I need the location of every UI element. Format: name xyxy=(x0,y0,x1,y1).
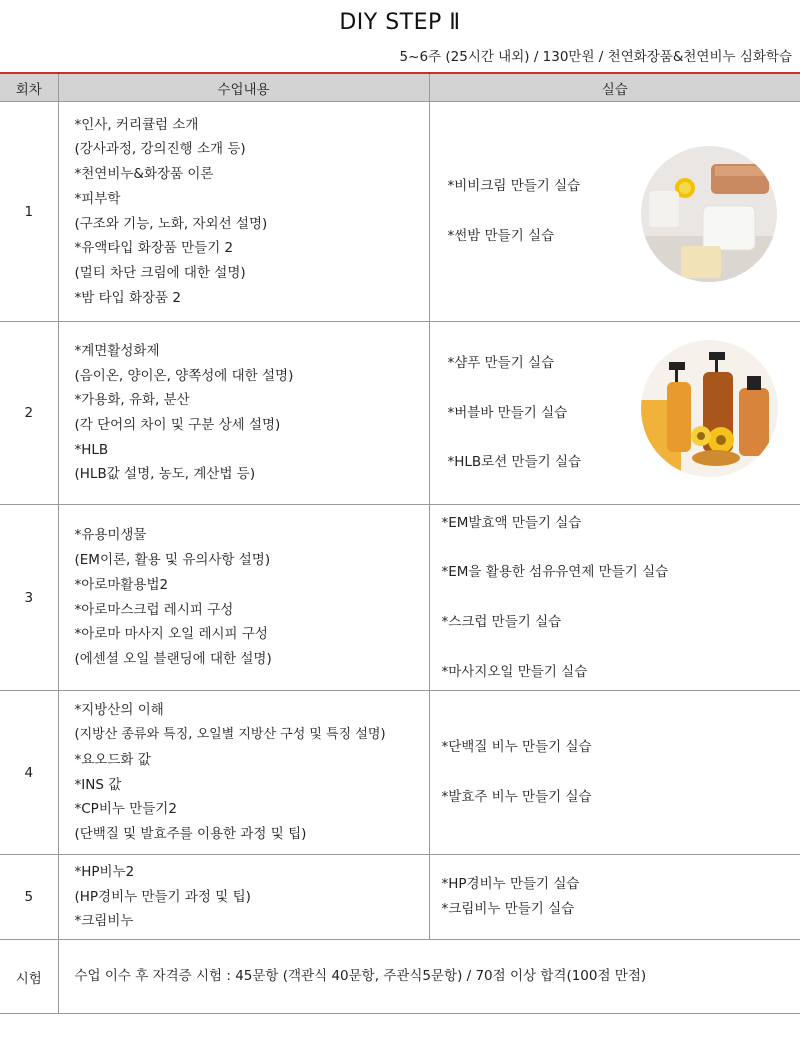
content-line: (에센셜 오일 블랜딩에 대한 설명) xyxy=(74,650,272,667)
exam-row xyxy=(0,940,800,1014)
practice-item: *스크럽 만들기 실습 xyxy=(441,614,562,630)
practice-cell xyxy=(429,322,800,505)
practice-item: *버블바 만들기 실습 xyxy=(447,404,568,421)
exam-label: 시험 xyxy=(0,940,58,1014)
practice-cell xyxy=(429,102,800,322)
content-line: (멀티 차단 크림에 대한 설명) xyxy=(74,264,246,281)
page-title: DIY STEP Ⅱ xyxy=(339,10,461,35)
practice-item: *EM발효액 만들기 실습 xyxy=(441,514,582,531)
table-row xyxy=(0,505,800,691)
practice-item: *마사지오일 만들기 실습 xyxy=(441,663,588,680)
session-number: 2 xyxy=(0,322,58,505)
practice-cell xyxy=(429,691,800,855)
content-line: *CP비누 만들기2 xyxy=(74,801,177,818)
exam-description: 수업 이수 후 자격증 시험 : 45문항 (객관식 40문항, 주관식5문항) / 70점 이상 합격(100점 만점) xyxy=(58,940,800,1014)
practice-item: *비비크림 만들기 실습 xyxy=(447,178,581,195)
lesson-content xyxy=(58,322,429,505)
lesson-content xyxy=(58,855,429,940)
content-line: (지방산 종류와 특징, 오일별 지방산 구성 및 특징 설명) xyxy=(74,727,386,743)
practice-cell xyxy=(429,855,800,940)
content-line: (HP경비누 만들기 과정 및 팁) xyxy=(74,888,251,905)
practice-item: *썬밤 만들기 실습 xyxy=(447,228,555,244)
practice-item: *HLB로션 만들기 실습 xyxy=(447,454,582,471)
bottles-photo xyxy=(641,340,778,477)
content-line: (구조와 기능, 노화, 자외선 설명) xyxy=(74,215,268,232)
session-number: 3 xyxy=(0,505,58,691)
content-line: (음이온, 양이온, 양쪽성에 대한 설명) xyxy=(74,367,294,384)
table-row xyxy=(0,102,800,322)
content-line: *유용미생물 xyxy=(74,527,147,544)
content-line: *가용화, 유화, 분산 xyxy=(74,392,190,409)
header-session: 회차 xyxy=(0,74,58,102)
table-row xyxy=(0,322,800,505)
course-summary: 5~6주 (25시간 내외) / 130만원 / 천연화장품&천연비누 심화학습 xyxy=(399,49,792,65)
practice-item: *EM을 활용한 섬유유연제 만들기 실습 xyxy=(441,564,669,581)
session-number: 1 xyxy=(0,102,58,322)
practice-item: *HP경비누 만들기 실습 xyxy=(441,876,580,893)
content-line: *아로마활용법2 xyxy=(74,576,169,593)
content-line: *요오드화 값 xyxy=(74,751,151,768)
content-line: *HLB xyxy=(74,441,109,458)
lesson-content xyxy=(58,505,429,691)
content-line: *인사, 커리큘럼 소개 xyxy=(74,116,199,133)
lesson-content xyxy=(58,102,429,322)
session-number: 5 xyxy=(0,855,58,940)
header-practice: 실습 xyxy=(429,74,800,102)
practice-item: *발효주 비누 만들기 실습 xyxy=(441,789,592,805)
content-line: *아로마스크럽 레시피 구성 xyxy=(74,601,234,618)
table-header-row xyxy=(0,74,800,102)
practice-item: *크림비누 만들기 실습 xyxy=(441,901,575,917)
content-line: *지방산의 이해 xyxy=(74,702,164,719)
practice-item: *단백질 비누 만들기 실습 xyxy=(441,739,592,756)
content-line: *HP비누2 xyxy=(74,863,135,880)
content-line: *크림비누 xyxy=(74,913,134,930)
curriculum-table xyxy=(0,74,800,1014)
lesson-content xyxy=(58,691,429,855)
content-line: (강사과정, 강의진행 소개 등) xyxy=(74,141,246,158)
content-line: *계면활성화제 xyxy=(74,342,160,359)
table-row xyxy=(0,691,800,855)
session-number: 4 xyxy=(0,691,58,855)
content-line: (단백질 및 발효주를 이용한 과정 및 팁) xyxy=(74,825,307,842)
practice-item: *샴푸 만들기 실습 xyxy=(447,354,555,371)
table-row xyxy=(0,855,800,940)
content-line: (각 단어의 차이 및 구분 상세 설명) xyxy=(74,417,281,433)
header-content: 수업내용 xyxy=(58,74,429,102)
practice-cell xyxy=(429,505,800,691)
content-line: *유액타입 화장품 만들기 2 xyxy=(74,240,234,257)
content-line: *천연비누&화장품 이론 xyxy=(74,166,214,183)
cosmetics-photo xyxy=(641,146,777,282)
content-line: *밤 타입 화장품 2 xyxy=(74,289,181,306)
content-line: (HLB값 설명, 농도, 계산법 등) xyxy=(74,466,256,483)
content-line: *아로마 마사지 오일 레시피 구성 xyxy=(74,626,268,643)
content-line: *피부학 xyxy=(74,190,121,207)
content-line: *INS 값 xyxy=(74,776,122,793)
content-line: (EM이론, 활용 및 유의사항 설명) xyxy=(74,552,271,569)
